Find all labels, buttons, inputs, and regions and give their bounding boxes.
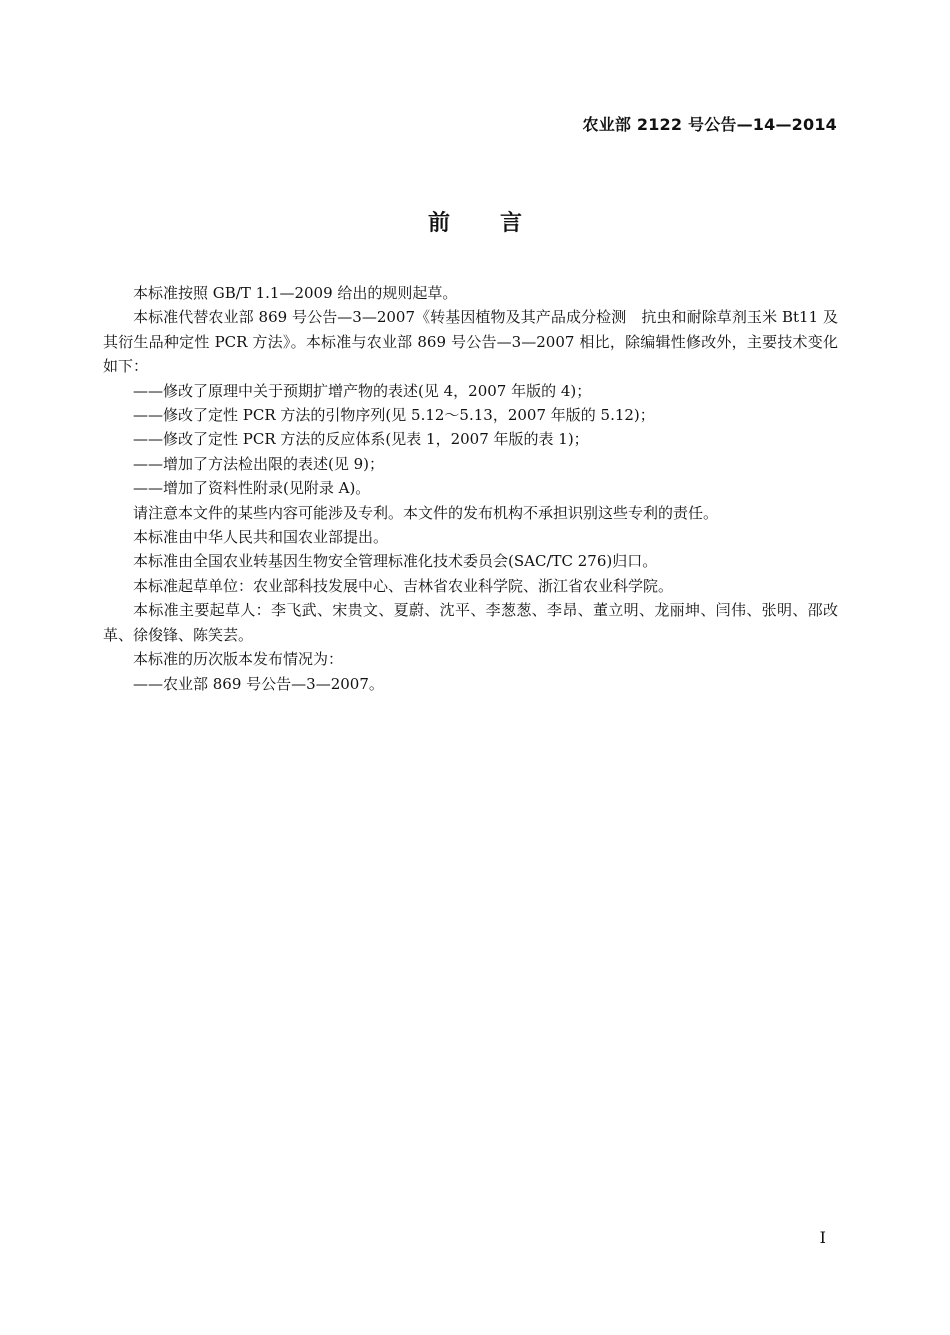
change-item: ——修改了定性 PCR 方法的引物序列(见 5.12～5.13，2007 年版的 5.12)； <box>133 406 655 425</box>
standard-code: 农业部 2122 号公告—14—2014 <box>582 115 837 134</box>
paragraph-patent-notice: 请注意本文件的某些内容可能涉及专利。本文件的发布机构不承担识别这些专利的责任。 <box>133 503 719 522</box>
change-item: ——修改了定性 PCR 方法的反应体系(见表 1，2007 年版的表 1)； <box>133 430 589 449</box>
paragraph-drafters: 本标准主要起草人：李飞武、宋贵文、夏蔚、沈平、李葱葱、李昂、董立明、龙丽坤、闫伟、张明、邵改革、徐俊锋、陈笑芸。 <box>103 601 838 644</box>
change-item: ——增加了方法检出限的表述(见 9)； <box>133 454 385 473</box>
change-item: ——修改了原理中关于预期扩增产物的表述(见 4，2007 年版的 4)； <box>133 381 592 400</box>
history-item: ——农业部 869 号公告—3—2007。 <box>133 674 384 693</box>
page-title: 前言 <box>427 211 572 236</box>
paragraph-history-intro: 本标准的历次版本发布情况为： <box>133 650 344 669</box>
paragraph-proposer: 本标准由中华人民共和国农业部提出。 <box>133 528 389 547</box>
change-item: ——增加了资料性附录(见附录 A)。 <box>133 479 371 498</box>
paragraph-drafting-rules: 本标准按照 GB/T 1.1—2009 给出的规则起草。 <box>133 284 458 302</box>
paragraph-committee: 本标准由全国农业转基因生物安全管理标准化技术委员会(SAC/TC 276)归口。 <box>133 552 658 571</box>
page-number: I <box>819 1228 826 1247</box>
foreword-body <box>103 281 838 696</box>
paragraph-replacement: 本标准代替农业部 869 号公告—3—2007《转基因植物及其产品成分检测 抗虫和耐除草剂玉米 Bt11 及其衍生品种定性 PCR 方法》。本标准与农业部 869 号公告—3—2007 相比，除编辑性修改外，主要技术变化如下： <box>103 308 838 376</box>
paragraph-drafting-units: 本标准起草单位：农业部科技发展中心、吉林省农业科学院、浙江省农业科学院。 <box>133 576 674 595</box>
